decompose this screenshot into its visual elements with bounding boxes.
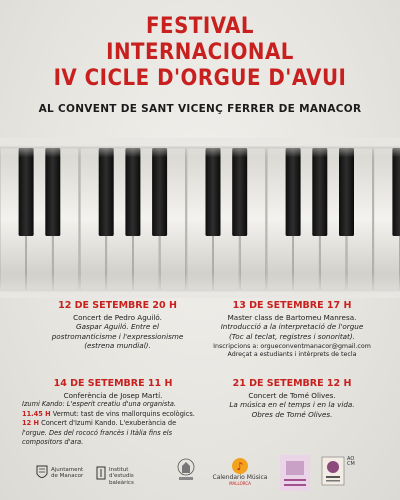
aocm-label: AOCM [347,456,355,468]
event-title: Conferència de Josep Martí. [63,391,163,400]
calendario-sub: MALLORCA [229,481,251,487]
concert-time: 12 H [22,419,39,428]
registration-email: Inscripcions a: orgueconventmanacor@gmail.com [213,343,371,351]
institut-name: Institut d'estudis baleàrics [109,467,134,486]
vermut-item [22,410,204,419]
music-note-icon [231,457,249,475]
event-date: 12 DE SETEMBRE 20 H [58,300,177,311]
poster-thumbnail-icon [280,455,310,491]
event-desc-line: postromanticisme i l'expressionisme [51,331,184,341]
event-title: Concert de Tomé Olives. [248,391,336,400]
event-desc-line: La música en el temps i en la vida. [229,400,355,410]
event-desc-line: Introducció a la interpretació de l'orgue [220,322,364,332]
piano-keys-illustration [0,138,400,298]
audience-note: Adreçat a estudiants i intèrprets de tecla [227,351,357,359]
aocm-logo [318,455,358,495]
concert-item [22,419,204,428]
event-desc-line: Obres de Tomé Olives. [251,409,333,419]
event-desc-line: (estrena mundial). [84,341,151,351]
event-desc-line: (Toc al teclat, registres i sonoritat). [229,331,355,341]
ajuntament-name: Ajuntament de Manacor [51,467,84,480]
church-icon [176,457,196,483]
ieb-icon [96,466,106,480]
calendario-musica-logo [210,457,270,488]
event-title: Master class de Bartomeu Manresa. [227,313,357,322]
piano-keyboard-image [0,138,400,298]
sponsor-logos [0,455,400,495]
event-sept-13 [203,300,381,360]
coat-of-arms-icon [36,465,48,481]
cycle-title: IV CICLE D'ORGUE D'AVUI [53,66,347,91]
event-sept-12 [30,300,205,351]
event-date: 13 DE SETEMBRE 17 H [232,300,352,311]
festival-title: FESTIVAL [146,14,254,39]
poster-thumbnail-logo [280,455,310,493]
calendario-name: Calendario Música [212,474,268,481]
festival-title-line-2: INTERNACIONAL [106,40,294,65]
event-title: Concert de Pedro Aguiló. [73,313,162,322]
venue-subtitle: AL CONVENT DE SANT VICENÇ FERRER DE MANACOR [38,103,362,115]
svg-text:♪: ♪ [236,460,244,473]
event-desc-line: Izumi Kando: L'esperit creatiu d'una organista. [22,400,176,409]
event-date: 21 DE SETEMBRE 12 H [232,378,352,389]
concert-text: Concert d'Izumi Kando. L'exuberància de [39,419,177,428]
event-date: 14 DE SETEMBRE 11 H [53,378,173,389]
manacor-church-logo [176,457,196,485]
event-sept-21 [203,378,381,419]
event-desc-line: Gaspar Aguiló. Entre el [76,322,159,332]
vermut-time: 11.45 H [22,409,51,418]
event-desc-line: compositors d'ara. [22,438,84,447]
event-desc-line: l'orgue. Des del rococó francès i Itàlia fins els [22,428,173,437]
event-sept-14 [22,378,204,447]
vermut-text: Vermut: tast de vins mallorquins ecològics. [50,409,195,418]
